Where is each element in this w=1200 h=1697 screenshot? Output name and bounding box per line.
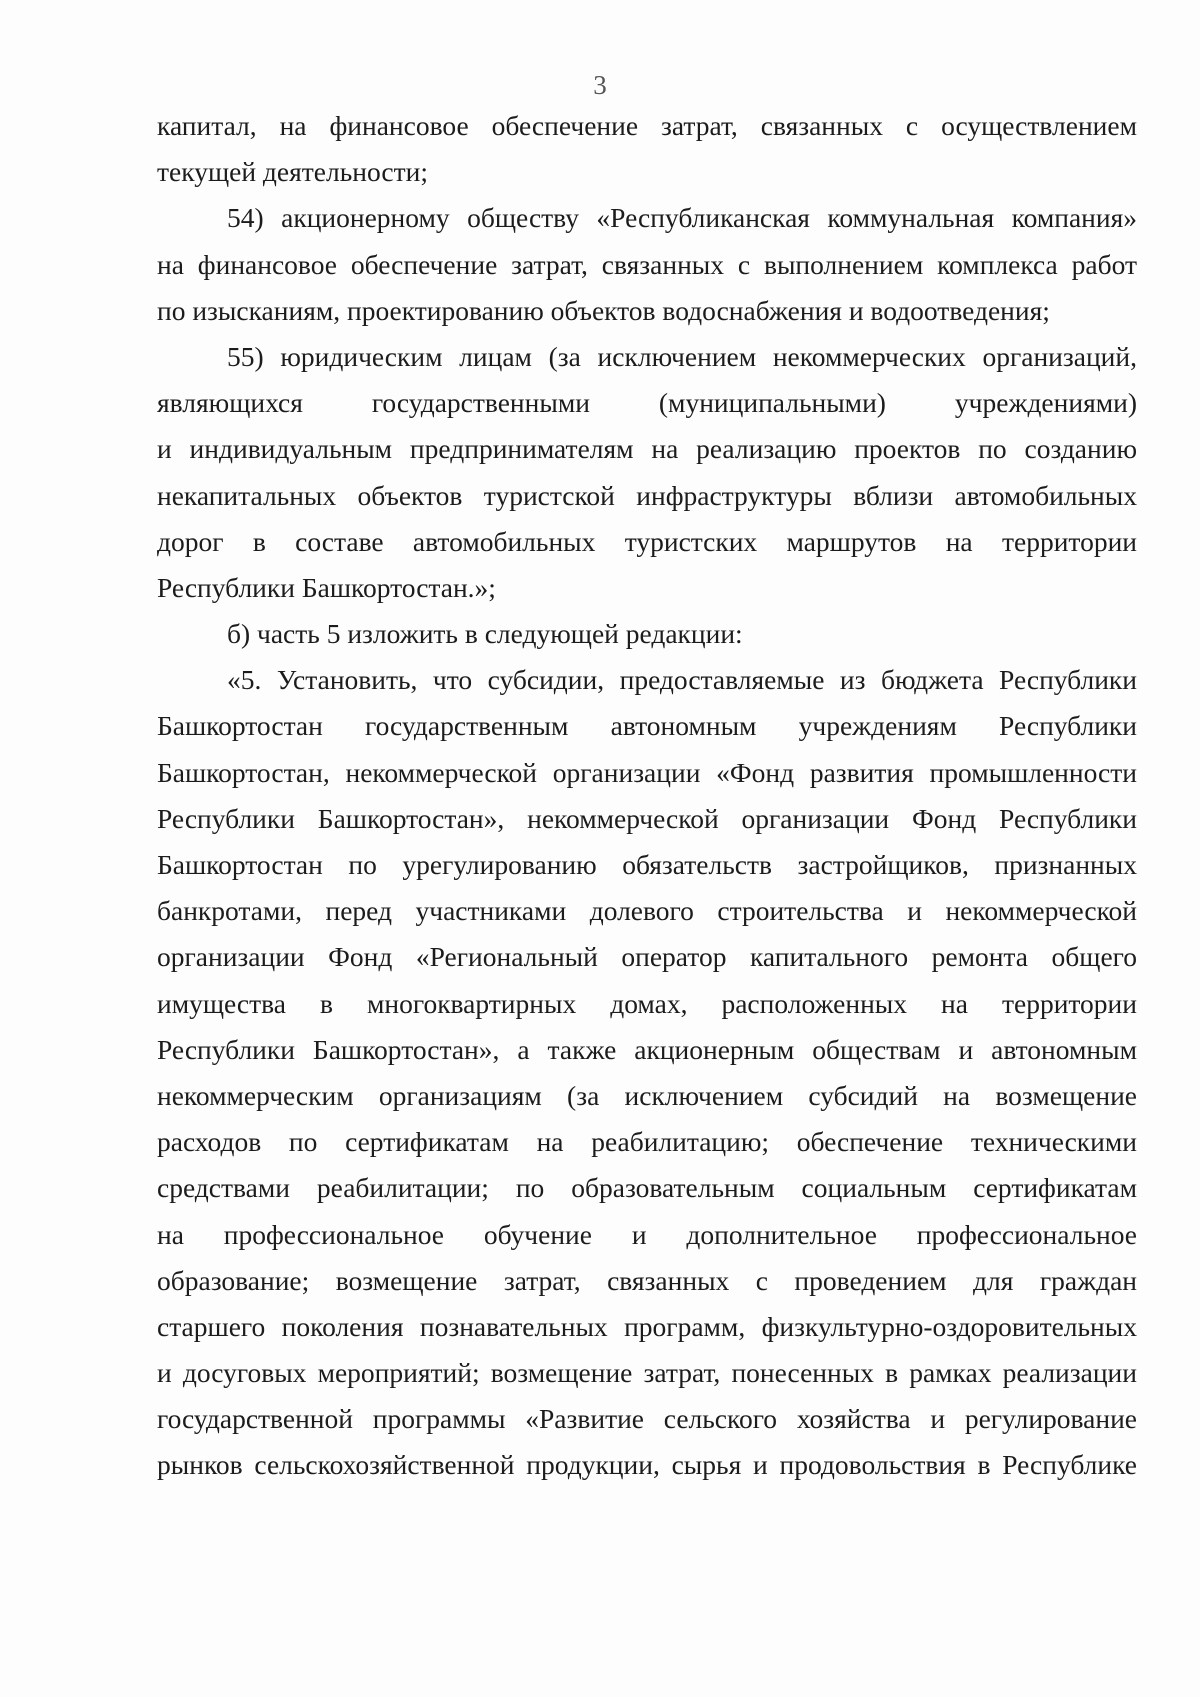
text-line: средствами реабилитации; по образовательным социальным сертификатам [157, 1172, 1137, 1204]
text-line: Башкортостан по урегулированию обязательств застройщиков, признанных [157, 849, 1137, 880]
text-line: Башкортостан государственным автономным учреждениям Республики [157, 710, 1137, 742]
text-line: рынков сельскохозяйственной продукции, сырья и продовольствия в Республике [157, 1449, 1137, 1481]
text-line: старшего поколения познавательных программ, физкультурно-оздоровительных [157, 1310, 1137, 1342]
text-line: дорог в составе автомобильных туристских маршрутов на территории [157, 525, 1137, 557]
text-line: капитал, на финансовое обеспечение затрат, связанных с осуществлением [157, 110, 1137, 141]
text-line: государственной программы «Развитие сельского хозяйства и регулирование [157, 1403, 1137, 1435]
text-line: Башкортостан, некоммерческой организации «Фонд развития промышленности [157, 756, 1137, 788]
text-line: 55) юридическим лицам (за исключением некоммерческих организаций, [227, 340, 1137, 372]
text-line: организации Фонд «Региональный оператор капитального ремонта общего [157, 941, 1137, 973]
text-line: б) часть 5 изложить в следующей редакции: [227, 618, 743, 650]
text-line: Республики Башкортостан.»; [157, 571, 496, 603]
text-line: некоммерческим организациям (за исключением субсидий на возмещение [157, 1079, 1137, 1111]
page-number: 3 [593, 70, 607, 100]
text-line: на финансовое обеспечение затрат, связанных с выполнением комплекса работ [157, 248, 1137, 280]
text-line: образование; возмещение затрат, связанных с проведением для граждан [157, 1264, 1137, 1296]
text-line: и индивидуальным предпринимателям на реализацию проектов по созданию [157, 433, 1137, 465]
text-line: некапитальных объектов туристской инфраструктуры вблизи автомобильных [157, 479, 1137, 511]
text-line: «5. Установить, что субсидии, предоставляемые из бюджета Республики [227, 664, 1137, 696]
text-line: Республики Башкортостан», а также акционерным обществам и автономным [157, 1033, 1137, 1065]
text-line: текущей деятельности; [157, 156, 428, 188]
text-line: по изысканиям, проектированию объектов водоснабжения и водоотведения; [157, 294, 1050, 326]
text-line: и досуговых мероприятий; возмещение затрат, понесенных в рамках реализации [157, 1357, 1137, 1389]
text-line: на профессиональное обучение и дополнительное профессиональное [157, 1218, 1137, 1250]
text-line: расходов по сертификатам на реабилитацию; обеспечение техническими [157, 1126, 1137, 1158]
text-line: являющихся государственными (муниципальными) учреждениями) [157, 387, 1137, 419]
text-line: 54) акционерному обществу «Республиканская коммунальная компания» [227, 202, 1137, 234]
text-line: банкротами, перед участниками долевого строительства и некоммерческой [157, 895, 1137, 927]
text-line: имущества в многоквартирных домах, расположенных на территории [157, 987, 1137, 1019]
document-body [157, 103, 1137, 1489]
text-line: Республики Башкортостан», некоммерческой организации Фонд Республики [157, 802, 1137, 834]
